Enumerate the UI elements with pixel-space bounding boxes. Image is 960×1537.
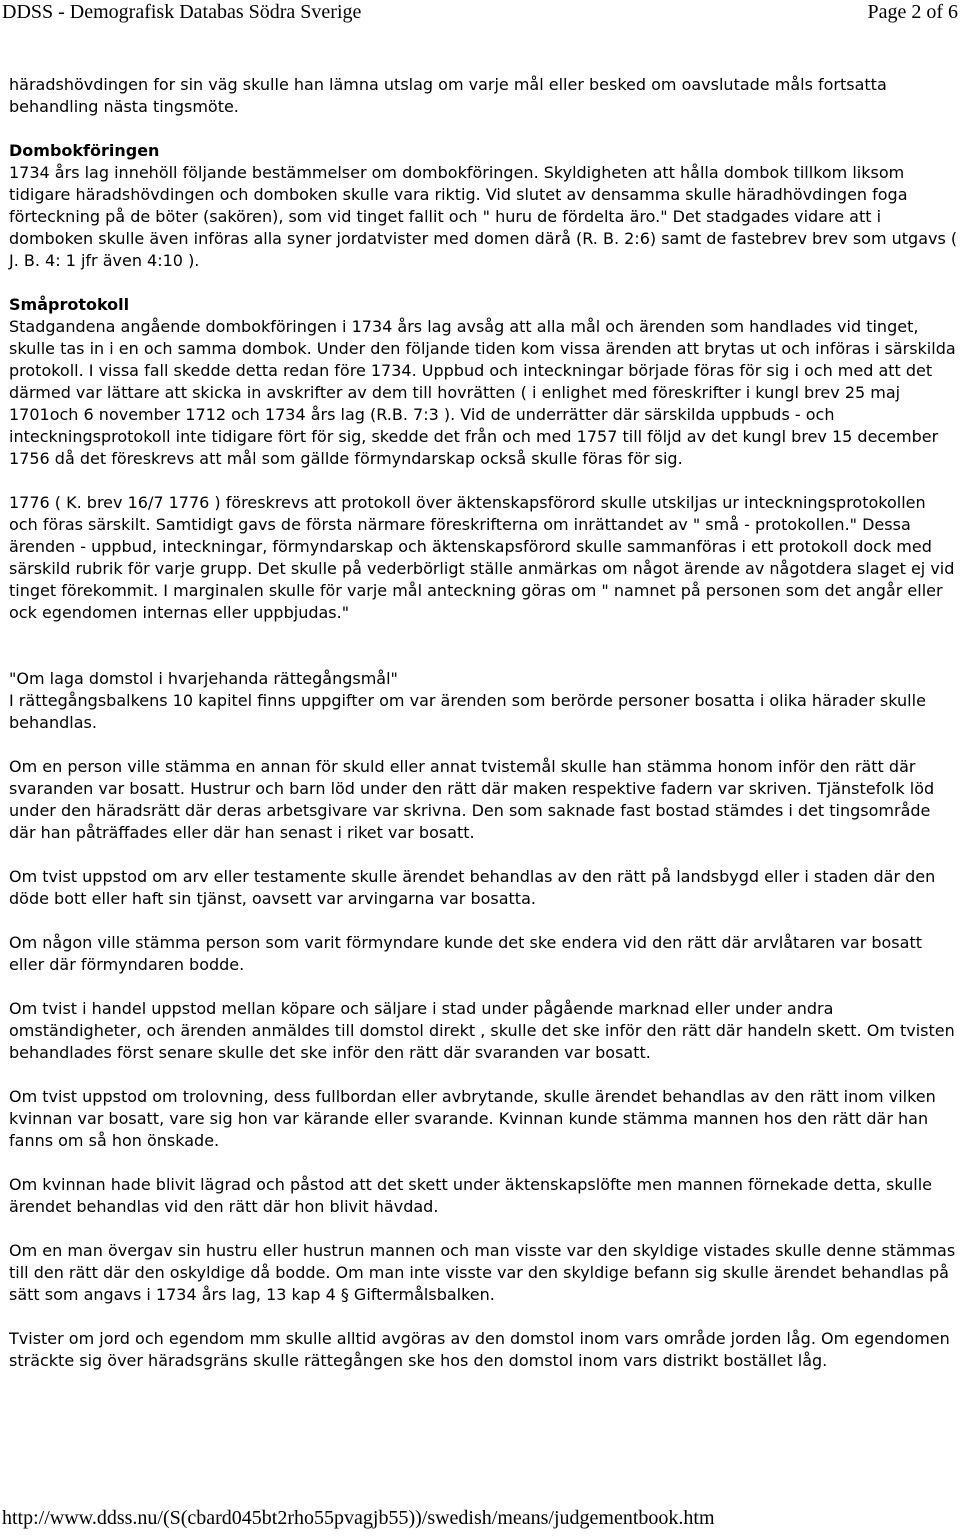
section-dombokforingen bbox=[9, 140, 959, 272]
page-header bbox=[0, 0, 960, 26]
paragraph-text: "Om laga domstol i hvarjehanda rättegångsmål" I rättegångsbalkens 10 kapitel finns uppgifter om var ärenden som berörde personer bosatta i olika härader skulle behandlas. bbox=[9, 669, 926, 732]
paragraph bbox=[9, 492, 959, 624]
paragraph bbox=[9, 1086, 959, 1152]
paragraph-text: Om en person ville stämma en annan för skuld eller annat tvistemål skulle han stämma honom inför den rätt där svaranden var bosatt. Hustrur och barn löd under den rätt där maken respektive fadern var skriven. Tjänstefolk löd under den häradsrätt där deras arbetsgivare var skrivna. Den som saknade fast bostad stämdes i det tingsområde där han påträffades eller där han senast i riket var bosatt. bbox=[9, 757, 935, 842]
paragraph bbox=[9, 1174, 959, 1218]
paragraph bbox=[9, 866, 959, 910]
document-title: DDSS - Demografisk Databas Södra Sverige bbox=[2, 1, 362, 23]
paragraph-text: Om kvinnan hade blivit lägrad och påstod att det skett under äktenskapslöfte men mannen förnekade detta, skulle ärendet behandlas vid den rätt där hon blivit hävdad. bbox=[9, 1175, 933, 1216]
paragraph-text: Om tvist uppstod om trolovning, dess fullbordan eller avbrytande, skulle ärendet behandlas av den rätt inom vilken kvinnan var bosatt, vare sig hon var kärande eller svarande. Kvinnan kunde stämma mannen hos den rätt där han fanns om så hon önskade. bbox=[9, 1087, 936, 1150]
section-heading: Dombokföringen bbox=[9, 141, 160, 160]
document-body bbox=[9, 74, 959, 1394]
paragraph bbox=[9, 74, 959, 118]
paragraph-text: Tvister om jord och egendom mm skulle alltid avgöras av den domstol inom vars område jorden låg. Om egendomen sträckte sig över häradsgräns skulle rättegången ske hos den domstol inom vars distrikt bostället låg. bbox=[9, 1329, 950, 1370]
paragraph-text: Stadgandena angående dombokföringen i 1734 års lag avsåg att alla mål och ärenden som handlades vid tinget, skulle tas in i en och samma dombok. Under den följande tiden kom vissa ärenden att brytas ut och införas i särskilda protokoll. I vissa fall skedde detta redan före 1734. Uppbud och inteckningar började föras för sig i och med att det därmed var lättare att skicka in avskrifter av dem till hovrätten ( i enlighet med föreskrifter i kungl brev 25 maj 1701och 6 november 1712 och 1734 års lag (R.B. 7:3 ). Vid de underrätter där särskilda uppbuds - och inteckningsprotokoll inte tidigare fört för sig, skedde det från och med 1757 till följd av det kungl brev 15 december 1756 då det föreskrevs att mål som gällde förmyndarskap också skulle föras för sig. bbox=[9, 317, 956, 468]
paragraph-text: häradshövdingen for sin väg skulle han lämna utslag om varje mål eller besked om oavslutade måls fortsatta behandling nästa tingsmöte. bbox=[9, 75, 887, 116]
section-smaprotokoll bbox=[9, 294, 959, 470]
section-heading: Småprotokoll bbox=[9, 295, 130, 314]
paragraph bbox=[9, 1328, 959, 1372]
paragraph bbox=[9, 756, 959, 844]
page-footer bbox=[2, 1507, 952, 1530]
paragraph bbox=[9, 1240, 959, 1306]
paragraph-text: Om någon ville stämma person som varit förmyndare kunde det ske endera vid den rätt där arvlåtaren var bosatt eller där förmyndaren bodde. bbox=[9, 933, 922, 974]
paragraph bbox=[9, 646, 959, 734]
paragraph-text: Om tvist uppstod om arv eller testamente skulle ärendet behandlas av den rätt på landsbygd eller i staden där den döde bott eller haft sin tjänst, oavsett var arvingarna var bosatta. bbox=[9, 867, 936, 908]
paragraph-text: 1776 ( K. brev 16/7 1776 ) föreskrevs att protokoll över äktenskapsförord skulle utskiljas ur inteckningsprotokollen och föras särskilt. Samtidigt gavs de första närmare föreskrifterna om inrättandet av " små - protokollen." Dessa ärenden - uppbud, inteckningar, förmyndarskap och äktenskapsförord skulle sammanföras i ett protokoll dock med särskild rubrik för varje grupp. Det skulle på vederbörligt ställe anmärkas om något ärende av någotdera slaget ej vid tinget förekommit. I marginalen skulle för varje mål anteckning göras om " namnet på personen som det angår eller ock egendomen internas eller uppbjudas." bbox=[9, 493, 955, 622]
paragraph bbox=[9, 932, 959, 976]
paragraph-text: 1734 års lag innehöll följande bestämmelser om dombokföringen. Skyldigheten att hålla dombok tillkom liksom tidigare häradshövdingen och domboken skulle vara riktig. Vid slutet av densamma skulle häradhövdingen foga förteckning på de böter (sakören), som vid tinget fallit och " huru de fördelta äro." Det stadgades vidare att i domboken skulle även införas alla syner jordatvister med domen därå (R. B. 2:6) samt de fastebrev brev som utgavs ( J. B. 4: 1 jfr även 4:10 ). bbox=[9, 163, 958, 270]
page-number: Page 2 of 6 bbox=[867, 1, 958, 23]
paragraph bbox=[9, 998, 959, 1064]
paragraph-text: Om tvist i handel uppstod mellan köpare och säljare i stad under pågående marknad eller under andra omständigheter, och ärenden anmäldes till domstol direkt , skulle det ske inför den rätt där handeln skett. Om tvisten behandlades först senare skulle det ske inför den rätt där svaranden var bosatt. bbox=[9, 999, 955, 1062]
page-url: http://www.ddss.nu/(S(cbard045bt2rho55pvagjb55))/swedish/means/judgementbook.htm bbox=[2, 1507, 715, 1529]
paragraph-text: Om en man övergav sin hustru eller hustrun mannen och man visste var den skyldige vistades skulle denne stämmas till den rätt där den oskyldige då bodde. Om man inte visste var den skyldige befann sig skulle ärendet behandlas på sätt som angavs i 1734 års lag, 13 kap 4 § Giftermålsbalken. bbox=[9, 1241, 956, 1304]
